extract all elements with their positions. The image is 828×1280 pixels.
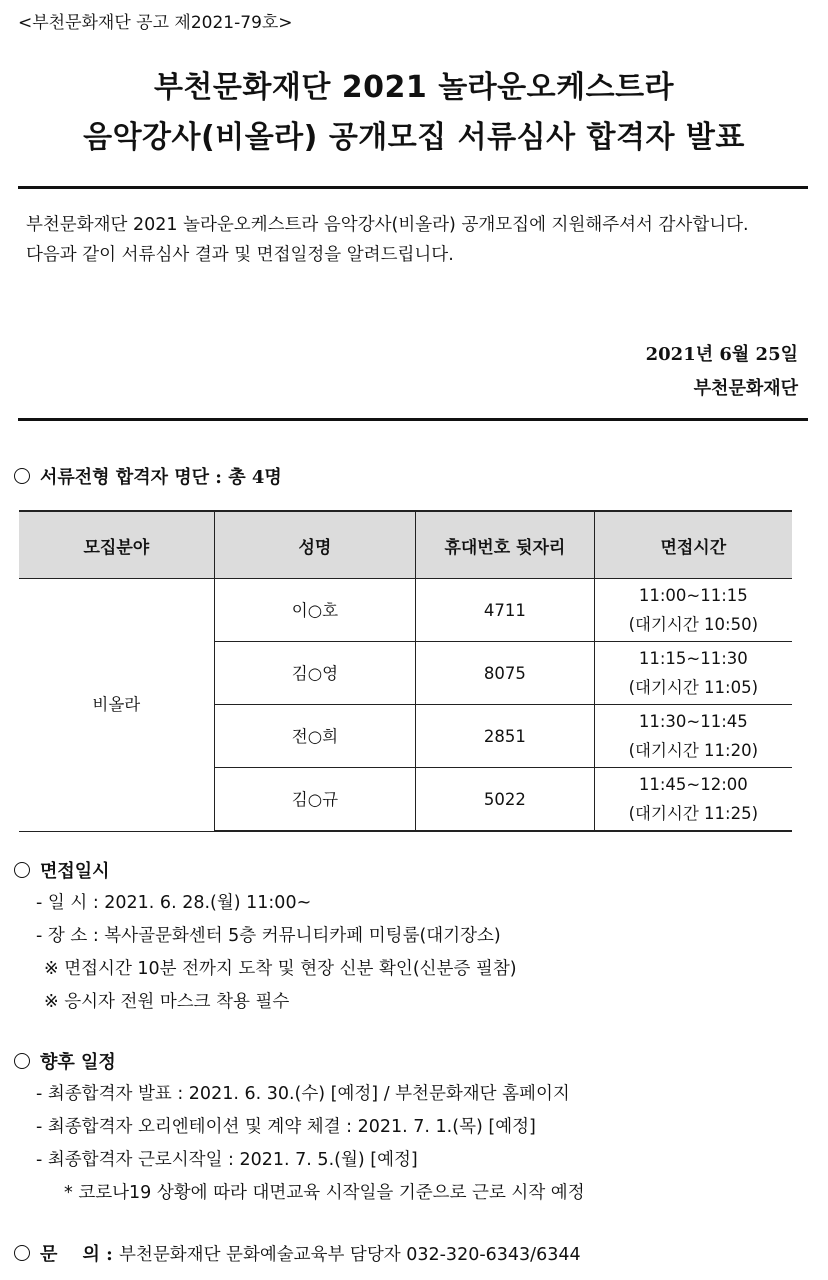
header-time: 면접시간: [594, 511, 792, 579]
contact-label: 문 의 :: [40, 1244, 113, 1265]
interview-place: - 장 소 : 복사골문화센터 5층 커뮤니티카페 미팅룸(대기장소): [36, 926, 501, 946]
header-field: 모집분야: [19, 511, 214, 579]
name-cell: 이○호: [214, 579, 416, 642]
intro-line1: 부천문화재단 2021 놀라운오케스트라 음악강사(비올라) 공개모집에 지원해주셔서 감사합니다.: [26, 215, 749, 235]
header-phone: 휴대번호 뒷자리: [416, 511, 594, 579]
schedule-heading: 향후 일정: [14, 1048, 116, 1074]
circle-bullet-icon: [14, 862, 30, 878]
notice-number: <부천문화재단 공고 제2021-79호>: [18, 13, 293, 33]
bottom-divider: [18, 418, 808, 421]
name-cell: 김○규: [214, 768, 416, 832]
page-title-line1: 부천문화재단 2021 놀라운오케스트라: [153, 70, 675, 105]
name-cell: 전○희: [214, 705, 416, 768]
table-header-row: [19, 511, 792, 579]
list-heading: 서류전형 합격자 명단 : 총 4명: [14, 463, 282, 489]
time-cell: 11:15~11:30 (대기시간 11:05): [594, 642, 792, 705]
interview-note-2: ※ 응시자 전원 마스크 착용 필수: [44, 992, 290, 1012]
phone-cell: 4711: [416, 579, 594, 642]
circle-bullet-icon: [14, 1245, 30, 1261]
interview-heading: 면접일시: [14, 857, 110, 883]
announcement-date: 2021년 6월 25일: [645, 344, 798, 365]
header-name: 성명: [214, 511, 416, 579]
time-cell: 11:00~11:15 (대기시간 10:50): [594, 579, 792, 642]
schedule-item-1: - 최종합격자 발표 : 2021. 6. 30.(수) [예정] / 부천문화재단 홈페이지: [36, 1084, 570, 1104]
time-cell: 11:30~11:45 (대기시간 11:20): [594, 705, 792, 768]
schedule-item-2: - 최종합격자 오리엔테이션 및 계약 체결 : 2021. 7. 1.(목) [예정]: [36, 1117, 536, 1137]
interview-date: - 일 시 : 2021. 6. 28.(월) 11:00~: [36, 893, 312, 913]
issuer-name: 부천문화재단: [693, 378, 798, 399]
schedule-note: * 코로나19 상황에 따라 대면교육 시작일을 기준으로 근로 시작 예정: [64, 1183, 585, 1203]
contact-text: 부천문화재단 문화예술교육부 담당자 032-320-6343/6344: [119, 1245, 581, 1265]
results-table: [19, 510, 792, 832]
name-cell: 김○영: [214, 642, 416, 705]
intro-line2: 다음과 같이 서류심사 결과 및 면접일정을 알려드립니다.: [26, 245, 454, 265]
field-cell: 비올라: [19, 579, 214, 832]
circle-bullet-icon: [14, 468, 30, 484]
intro-paragraph: [26, 210, 798, 270]
interview-note-1: ※ 면접시간 10분 전까지 도착 및 현장 신분 확인(신분증 필참): [44, 959, 517, 979]
time-cell: 11:45~12:00 (대기시간 11:25): [594, 768, 792, 832]
phone-cell: 8075: [416, 642, 594, 705]
phone-cell: 2851: [416, 705, 594, 768]
table-row: [19, 579, 792, 642]
page-title-line2: 음악강사(비올라) 공개모집 서류심사 합격자 발표: [83, 120, 745, 155]
contact-line: [14, 1240, 581, 1266]
circle-bullet-icon: [14, 1053, 30, 1069]
schedule-item-3: - 최종합격자 근로시작일 : 2021. 7. 5.(월) [예정]: [36, 1150, 418, 1170]
top-divider: [18, 186, 808, 189]
phone-cell: 5022: [416, 768, 594, 832]
